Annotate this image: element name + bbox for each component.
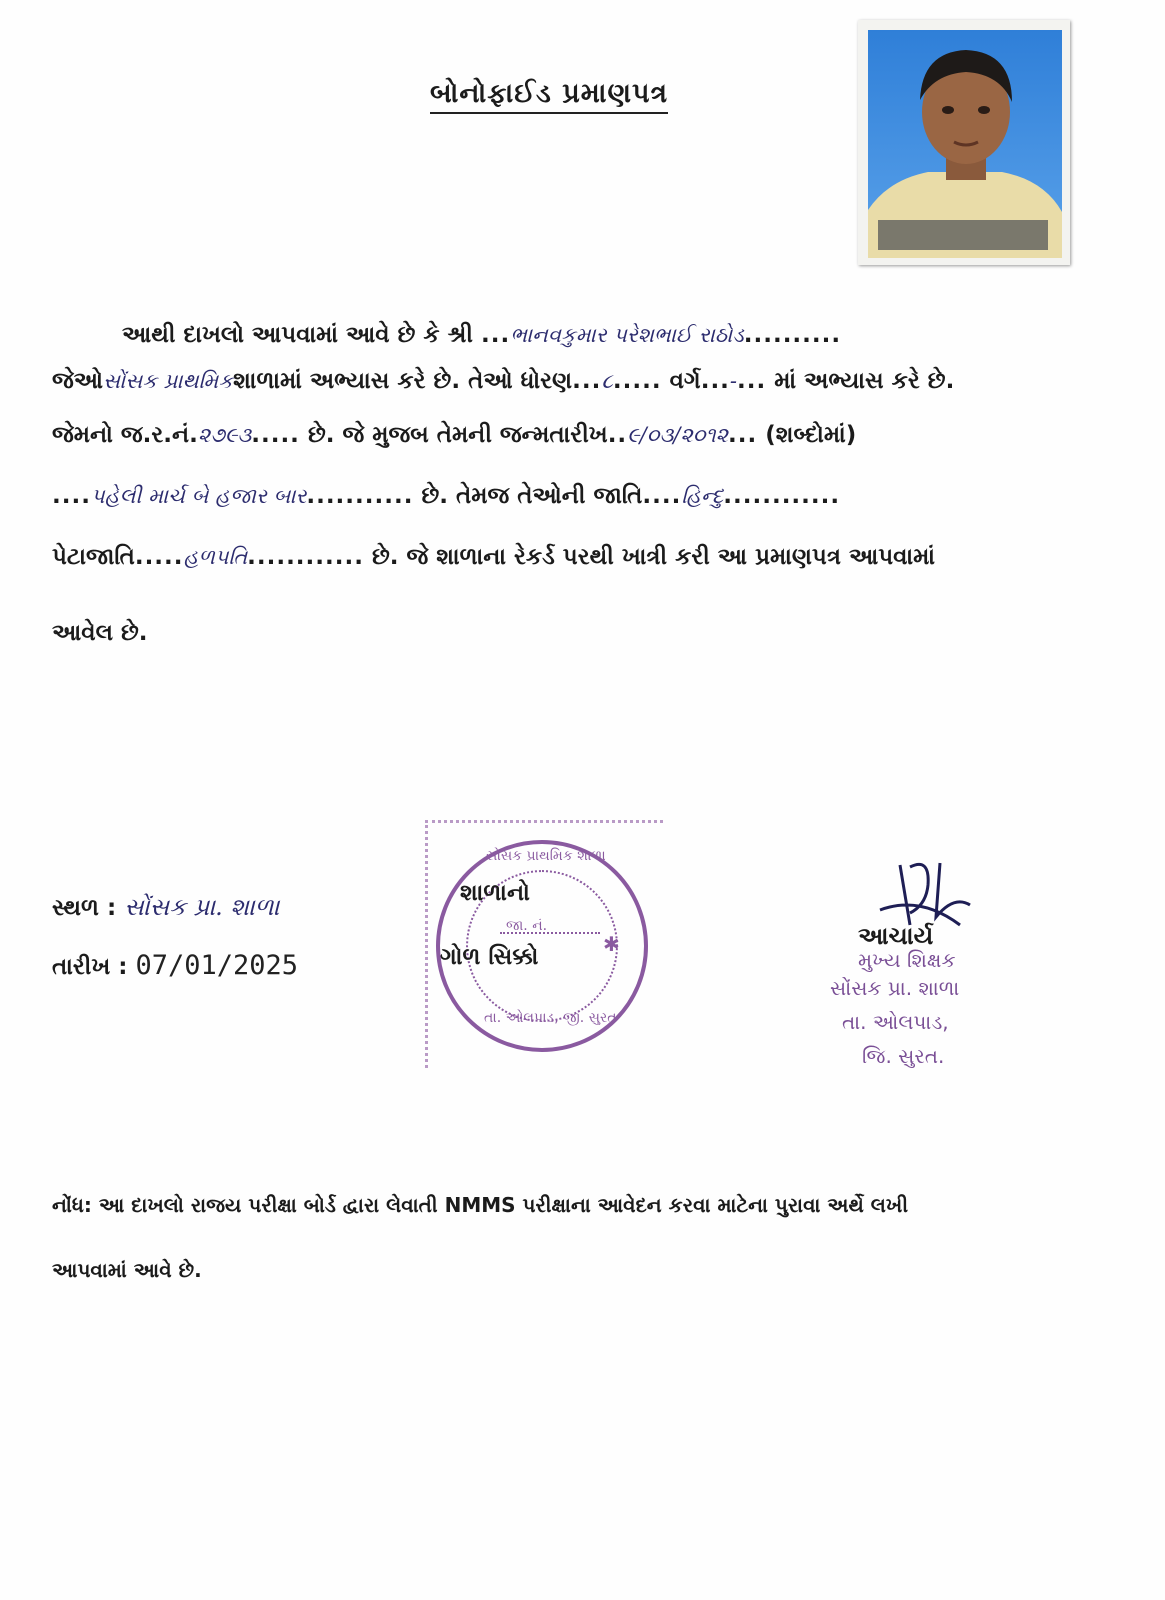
student-name-value: ભાનવકુમાર પરેશભાઈ રાઠોડ: [510, 323, 744, 347]
seal-line-2: સોંસક પ્રા. શાળા: [830, 976, 960, 1000]
school-name-value: સોંસક પ્રાથમિક: [103, 369, 234, 393]
student-portrait-icon: [868, 30, 1062, 258]
place-value: સોંસક પ્રા. શાળા: [124, 893, 280, 921]
birth-date-words-value: પહેલી માર્ચ બે હજાર બાર: [90, 484, 307, 508]
paragraph-line-2: જેઓસોંસક પ્રાથમિકશાળામાં અભ્યાસ કરે છે. તેઓ ધોરણ...૮..... વર્ગ...-... માં અભ્યાસ કરે છે.: [52, 368, 955, 394]
division-value: -: [729, 369, 738, 393]
date-value: 07/01/2025: [135, 950, 299, 981]
paragraph-line-4: ....પહેલી માર્ચ બે હજાર બાર........... છે. તેમજ તેઓની જાતિ....હિન્દુ............: [52, 483, 841, 509]
seal-line-3: તા. ઓલપાડ,: [842, 1010, 949, 1034]
intro-text: આથી દાખલો આપવામાં આવે છે કે શ્રી: [122, 322, 473, 348]
jeo-label: જેઓ: [52, 368, 104, 394]
page-title: બોનોફાઈડ પ્રમાણપત્ર: [430, 78, 668, 114]
date-row: [52, 950, 298, 981]
note-line-2: આપવામાં આવે છે.: [52, 1258, 202, 1282]
seal-line-4: જિ. સુરત.: [862, 1044, 945, 1068]
stamp-ring-top: સોંસક પ્રાથમિક શાળા: [486, 848, 606, 864]
gr-number-value: ૨૭૯૩: [197, 423, 252, 447]
stamp-star-icon: ✱: [603, 932, 620, 956]
principal-title: આચાર્ય: [858, 922, 934, 950]
paragraph-line-6: આવેલ છે.: [52, 620, 148, 646]
subcaste-value: હળપતિ: [183, 545, 248, 569]
place-row: [52, 893, 279, 921]
studying-text: માં અભ્યાસ કરે છે.: [774, 368, 955, 394]
caste-label: છે. તેમજ તેઓની જાતિ: [421, 483, 643, 509]
subcaste-label: પેટાજાતિ: [52, 544, 135, 570]
stamp-inner-small: જા. નં.: [506, 918, 548, 934]
birth-date-value: ૯/૦૩/૨૦૧૨: [627, 423, 728, 447]
stamp-ring-bottom: તા. ઓલપાડ, જી. સુરત: [484, 1010, 617, 1026]
note-line-1: નોંધ: આ દાખલો રાજય પરીક્ષા બોર્ડ દ્વારા લેવાતી NMMS પરીક્ષાના આવેદન કરવા માટેના પુરાવા અર્થે લખી: [52, 1193, 909, 1217]
caste-value: હિન્દુ: [681, 484, 724, 508]
paragraph-line-1: આથી દાખલો આપવામાં આવે છે કે શ્રી ...ભાનવકુમાર પરેશભાઈ રાઠોડ..........: [122, 322, 842, 348]
standard-value: ૮: [601, 369, 613, 393]
stamp-dotted-line: [500, 932, 600, 934]
paragraph-line-5: પેટાજાતિ.....હળપતિ............ છે. જે શાળાના રેકર્ડ પરથી ખાત્રી કરી આ પ્રમાણપત્ર આપવામાં: [52, 544, 936, 570]
paragraph-line-3: જેમનો જ.ર.નં.૨૭૯૩..... છે. જે મુજબ તેમની જન્મતારીખ..૯/૦૩/૨૦૧૨... (શબ્દોમાં): [52, 422, 857, 448]
stamp-line-2: ગોળ સિક્કો: [440, 944, 539, 970]
in-words-label: (શબ્દોમાં): [765, 422, 857, 448]
school-text: શાળામાં અભ્યાસ કરે છે. તેઓ ધોરણ: [233, 368, 573, 394]
division-label: વર્ગ: [669, 368, 701, 394]
student-photo: [858, 20, 1070, 265]
birthdate-label: છે. જે મુજબ તેમની જન્મતારીખ: [307, 422, 608, 448]
record-text: છે. જે શાળાના રેકર્ડ પરથી ખાત્રી કરી આ પ્રમાણપત્ર આપવામાં: [372, 544, 936, 570]
seal-line-1: મુખ્ય શિક્ષક: [858, 948, 956, 972]
stamp-line-1: શાળાનો: [460, 880, 530, 906]
place-label: સ્થળ :: [52, 895, 117, 921]
gr-label: જેમનો જ.ર.નં.: [52, 422, 198, 448]
date-label: તારીખ :: [52, 954, 128, 980]
